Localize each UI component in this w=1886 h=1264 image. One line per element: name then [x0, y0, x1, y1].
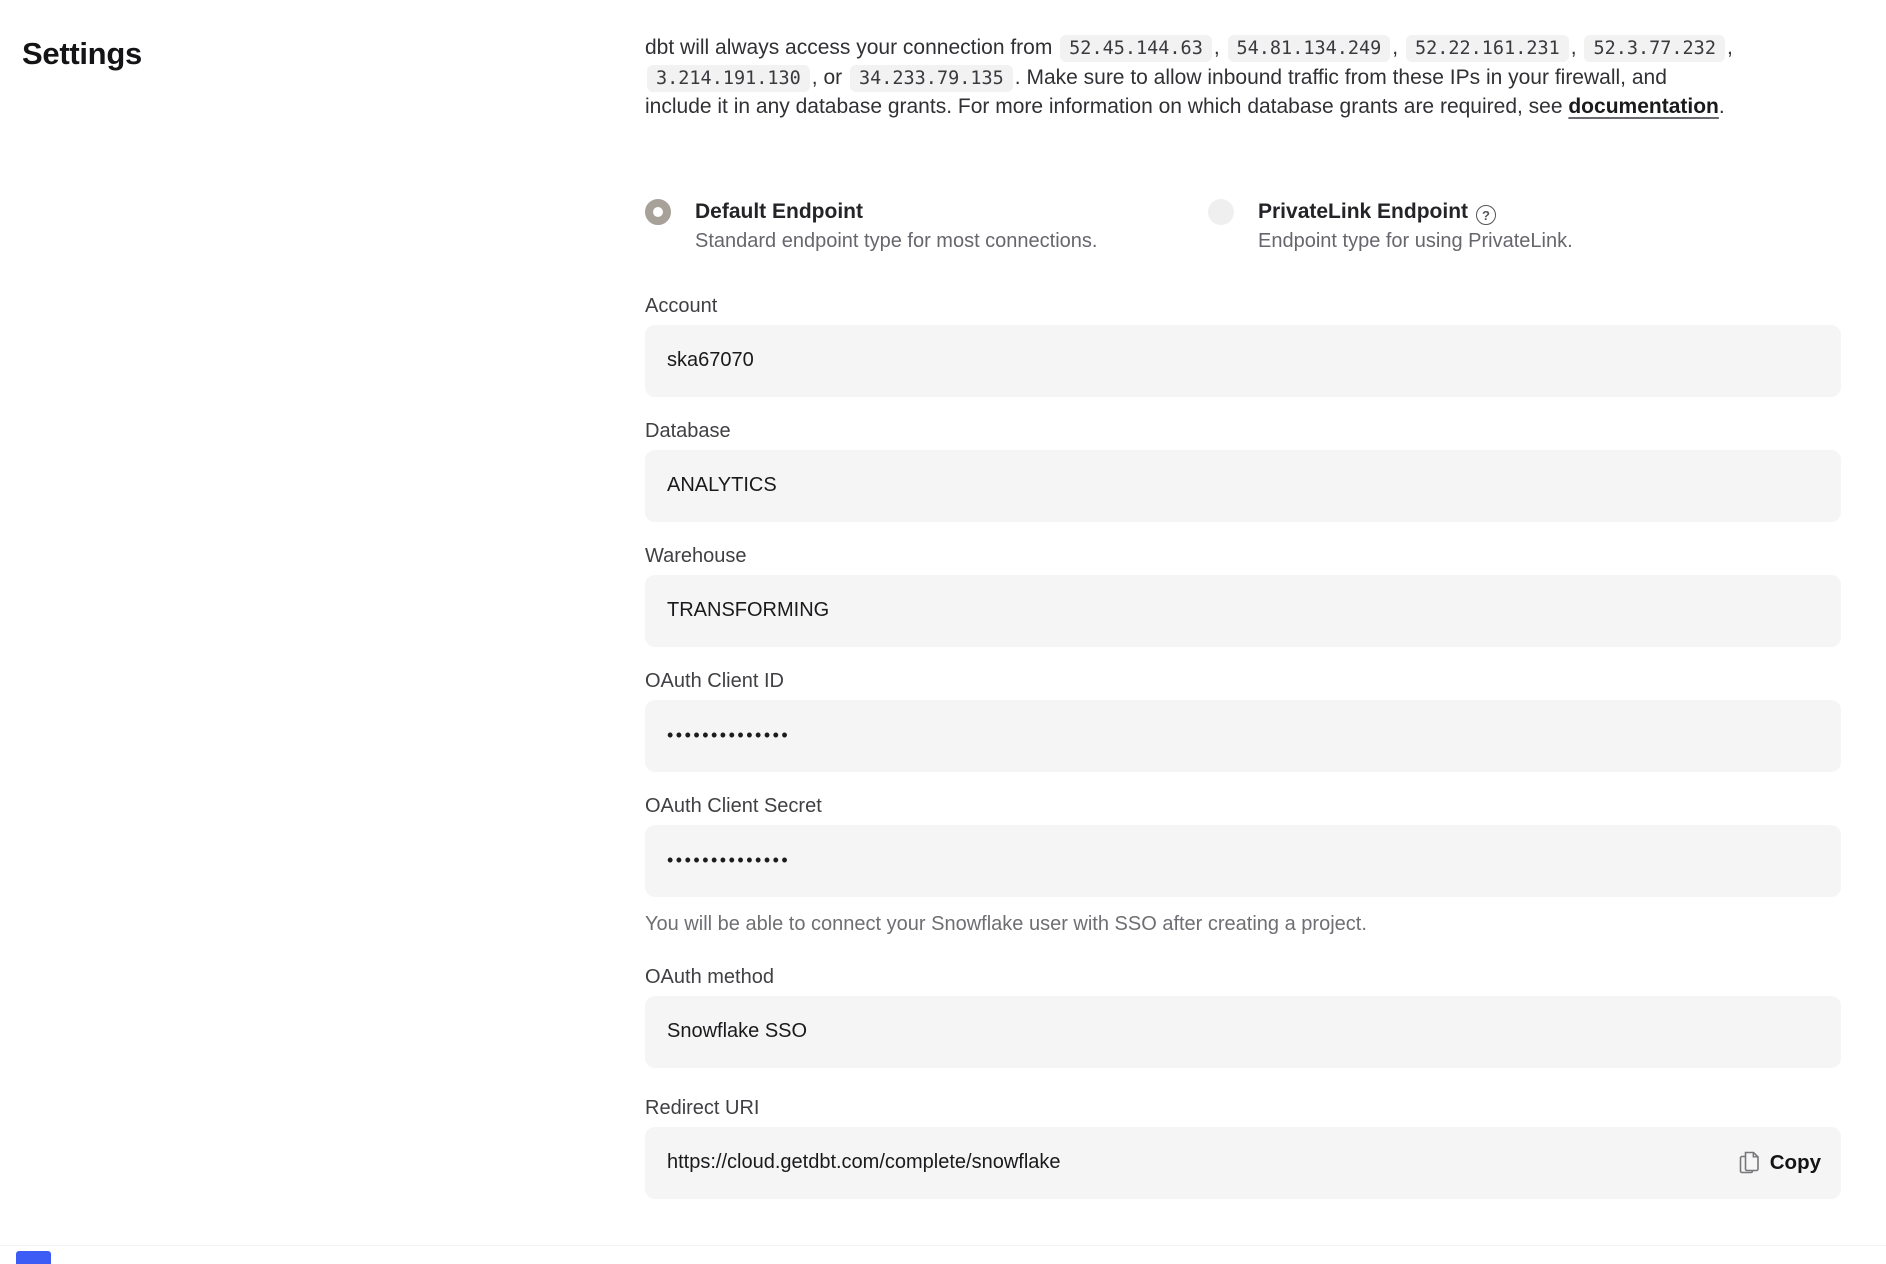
- database-value: ANALYTICS: [667, 474, 777, 496]
- redirect-uri-readonly-box: [645, 1127, 1841, 1199]
- documentation-link[interactable]: documentation: [1568, 95, 1719, 118]
- ip-chip: 52.22.161.231: [1406, 35, 1569, 62]
- redirect-uri-field-group: [645, 1096, 1841, 1199]
- database-field-group: [645, 419, 1841, 522]
- endpoint-privatelink-label: PrivateLink Endpoint: [1258, 199, 1469, 223]
- oauth-method-value: Snowflake SSO: [667, 1020, 808, 1042]
- endpoint-option-privatelink[interactable]: [1208, 198, 1573, 256]
- ip-chip: 34.233.79.135: [850, 65, 1013, 92]
- oauth-client-id-value: ••••••••••••••: [667, 725, 791, 745]
- endpoint-default-description: Standard endpoint type for most connections.: [695, 229, 1098, 252]
- connection-settings-panel: [645, 33, 1841, 1221]
- endpoint-option-default[interactable]: [645, 198, 1097, 255]
- endpoint-type-radio-group: [645, 198, 1841, 258]
- oauth-client-secret-field-group: [645, 794, 1841, 937]
- question-circle-icon[interactable]: ?: [1476, 205, 1496, 225]
- ip-allowlist-paragraph: [645, 33, 1735, 122]
- database-input[interactable]: [645, 450, 1841, 522]
- account-field-group: [645, 294, 1841, 397]
- ip-chip: 3.214.191.130: [647, 65, 810, 92]
- oauth-client-id-label: OAuth Client ID: [645, 669, 784, 692]
- oauth-method-select[interactable]: [645, 996, 1841, 1068]
- ip-chip: 54.81.134.249: [1228, 35, 1391, 62]
- redirect-uri-label: Redirect URI: [645, 1096, 760, 1119]
- footer-divider: [0, 1245, 1886, 1246]
- account-label: Account: [645, 294, 718, 317]
- partial-primary-button[interactable]: [16, 1251, 51, 1264]
- account-value: ska67070: [667, 349, 754, 371]
- warehouse-value: TRANSFORMING: [667, 599, 830, 621]
- copy-button-label: Copy: [1769, 1150, 1821, 1174]
- ip-list: 52.45.144.63 , 54.81.134.249 , 52.22.161.231 , 52.3.77.232 , 3.214.191.130 , or 34.233.79.135 .: [645, 36, 1733, 89]
- radio-selected-icon[interactable]: [645, 199, 671, 225]
- copy-button[interactable]: [1739, 1150, 1821, 1175]
- oauth-client-secret-label: OAuth Client Secret: [645, 794, 822, 817]
- ip-chip: 52.3.77.232: [1584, 35, 1725, 62]
- oauth-client-id-input[interactable]: [645, 700, 1841, 772]
- account-input[interactable]: [645, 325, 1841, 397]
- redirect-uri-value: https://cloud.getdbt.com/complete/snowflake: [667, 1151, 1061, 1173]
- oauth-client-secret-value: ••••••••••••••: [667, 850, 791, 870]
- oauth-client-secret-input[interactable]: [645, 825, 1841, 897]
- page-title: Settings: [22, 36, 142, 71]
- sso-helper-text: You will be able to connect your Snowflake user with SSO after creating a project.: [645, 912, 1367, 935]
- oauth-client-id-field-group: [645, 669, 1841, 772]
- oauth-method-field-group: [645, 965, 1841, 1068]
- ip-chip: 52.45.144.63: [1060, 35, 1212, 62]
- warehouse-label: Warehouse: [645, 544, 747, 567]
- intro-after-link: .: [1718, 95, 1725, 118]
- connection-form: [645, 294, 1841, 1199]
- warehouse-input[interactable]: [645, 575, 1841, 647]
- oauth-method-label: OAuth method: [645, 965, 774, 988]
- radio-unselected-icon[interactable]: [1208, 199, 1234, 225]
- warehouse-field-group: [645, 544, 1841, 647]
- endpoint-default-label: Default Endpoint: [695, 199, 863, 223]
- copy-icon: [1739, 1150, 1760, 1175]
- intro-body: Make sure to allow inbound traffic from these IPs in your firewall, and include it in any database grants. For more information on which database grants are required, see: [645, 65, 1667, 118]
- endpoint-privatelink-description: Endpoint type for using PrivateLink.: [1258, 230, 1573, 252]
- database-label: Database: [645, 419, 731, 442]
- intro-lead: dbt will always access your connection from: [645, 36, 1059, 59]
